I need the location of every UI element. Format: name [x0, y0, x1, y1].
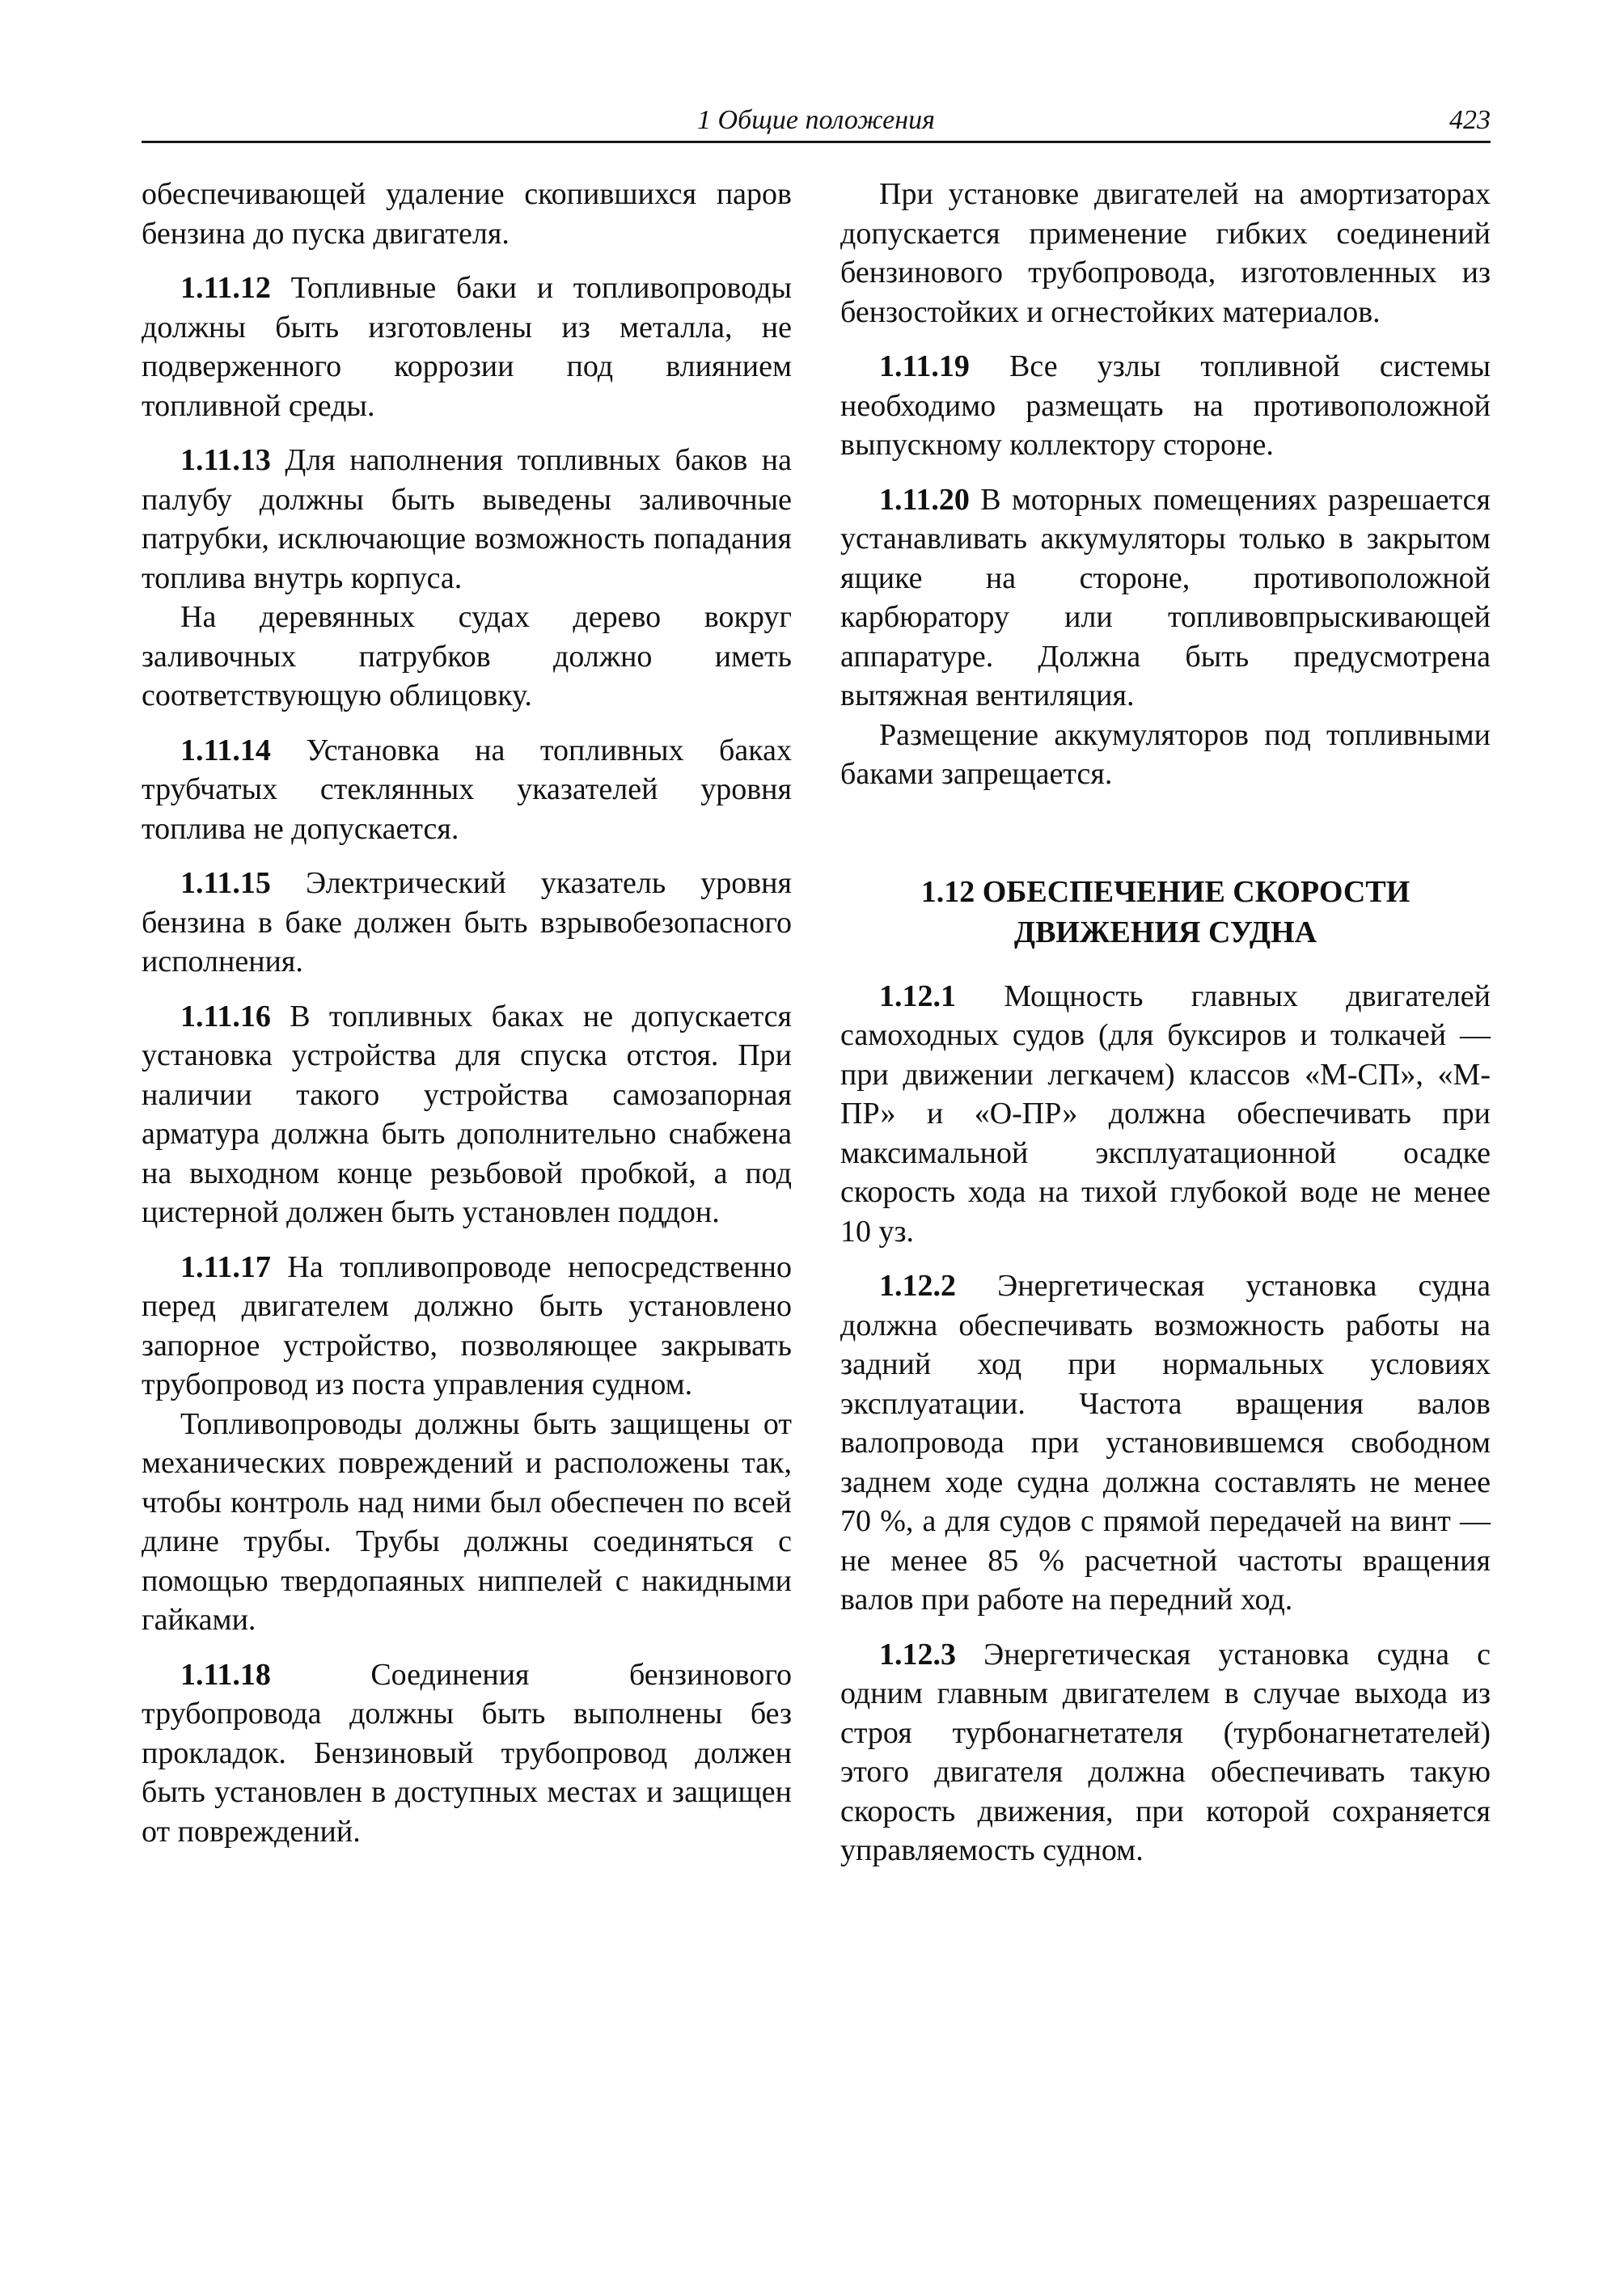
paragraph	[142, 1655, 792, 1852]
paragraph-text: Топливные баки и топливопроводы должны быть изготовлены из металла, не подверженного коррозии под влиянием топливной среды.	[142, 271, 792, 423]
section-heading-line-2: ДВИЖЕНИЯ СУДНА	[1013, 915, 1317, 949]
paragraph-text: Мощность главных двигателей самоходных судов (для буксиров и толкачей — при движении легкачем) классов «М-СП», «М-ПР» и «О-ПР» должна обеспечивать при максимальной эксплуатационной осадке скорость хода на тихой глубокой воде не менее 10 уз.	[840, 979, 1491, 1249]
paragraph	[840, 175, 1491, 332]
paragraph	[142, 731, 792, 849]
paragraph	[142, 1248, 792, 1405]
paragraph-text: Все узлы топливной системы необходимо размещать на противоположной выпускному коллектору стороне.	[840, 349, 1491, 462]
paragraph	[840, 347, 1491, 465]
paragraph-text: На топливопроводе непосредственно перед двигателем должно быть установлено запорное устройство, позволяющее закрывать трубопровод из поста управления судном.	[142, 1249, 792, 1401]
clause-number: 1.12.1	[879, 979, 956, 1013]
clause-number: 1.11.18	[180, 1657, 271, 1692]
clause-number: 1.11.19	[879, 349, 970, 383]
right-column	[840, 175, 1491, 1870]
paragraph-text: Энергетическая установка судна должна обеспечивать возможность работы на задний ход при нормальных условиях эксплуатации. Частота вращения валов валопровода при установившемся свободном заднем ходе судна должна составлять не менее 70 %, а для судов с прямой передачей на винт — не менее 85 % расчетной частоты вращения валов при работе на передний ход.	[840, 1269, 1491, 1617]
clause-number: 1.11.16	[180, 999, 271, 1033]
paragraph	[840, 977, 1491, 1252]
paragraph-text: На деревянных судах дерево вокруг заливочных патрубков должно иметь соответствующую облицовку.	[142, 600, 792, 712]
paragraph	[840, 1635, 1491, 1870]
clause-number: 1.12.3	[879, 1637, 956, 1672]
paragraph-text: Установка на топливных баках трубчатых стеклянных указателей уровня топлива не допускается.	[142, 733, 792, 846]
running-head	[142, 104, 1491, 143]
left-column	[142, 175, 792, 1851]
paragraph	[840, 716, 1491, 794]
clause-number: 1.11.20	[879, 482, 970, 517]
paragraph-text: Электрический указатель уровня бензина в баке должен быть взрывобезопасного исполнения.	[142, 866, 792, 979]
paragraph-text: В моторных помещениях разрешается устанавливать аккумуляторы только в закрытом ящике на стороне, противоположной карбюратору или топливовпрыскивающей аппаратуре. Должна быть предусмотрена вытяжная вентиляция.	[840, 482, 1491, 712]
clause-number: 1.11.15	[180, 866, 271, 900]
paragraph	[142, 864, 792, 982]
paragraph-text: обеспечивающей удаление скопившихся паров бензина до пуска двигателя.	[142, 177, 792, 251]
paragraph-text: Для наполнения топливных баков на палубу должны быть выведены заливочные патрубки, исключающие возможность попадания топлива внутрь корпуса.	[142, 443, 792, 595]
paragraph	[840, 480, 1491, 716]
paragraph	[142, 175, 792, 253]
section-heading	[840, 872, 1491, 953]
clause-number: 1.12.2	[879, 1269, 956, 1303]
clause-number: 1.11.17	[180, 1249, 271, 1284]
clause-number: 1.11.12	[180, 271, 271, 305]
paragraph-text: Топливопроводы должны быть защищены от механических повреждений и расположены так, чтобы контроль над ними был обеспечен по всей длине трубы. Трубы должны соединяться с помощью твердопаяных ниппелей с накидными гайками.	[142, 1406, 792, 1637]
paragraph-text: Соединения бензинового трубопровода должны быть выполнены без прокладок. Бензиновый трубопровод должен быть установлен в доступных местах и защищен от повреждений.	[142, 1657, 792, 1849]
paragraph-text: Энергетическая установка судна с одним главным двигателем в случае выхода из строя турбонагнетателя (турбонагнетателей) этого двигателя должна обеспечивать такую скорость движения, при которой сохраняется управляемость судном.	[840, 1637, 1491, 1867]
clause-number: 1.11.13	[180, 443, 271, 477]
running-head-title: 1 Общие положения	[697, 105, 935, 135]
paragraph-text: Размещение аккумуляторов под топливными баками запрещается.	[840, 717, 1491, 791]
clause-number: 1.11.14	[180, 733, 271, 767]
paragraph	[142, 997, 792, 1232]
paragraph	[142, 598, 792, 716]
paragraph-text: В топливных баках не допускается установка устройства для спуска отстоя. При наличии такого устройства самозапорная арматура должна быть дополнительно снабжена на выходном конце резьбовой пробкой, а под цистерной должен быть установлен поддон.	[142, 999, 792, 1229]
paragraph-text: При установке двигателей на амортизаторах допускается применение гибких соединений бензинового трубопровода, изготовленных из бензостойких и огнестойких материалов.	[840, 177, 1491, 329]
paragraph	[142, 441, 792, 598]
paragraph	[142, 1405, 792, 1640]
section-heading-line-1: 1.12 ОБЕСПЕЧЕНИЕ СКОРОСТИ	[920, 874, 1410, 909]
paragraph	[142, 268, 792, 425]
paragraph	[840, 1266, 1491, 1620]
page-number: 423	[1449, 105, 1491, 135]
